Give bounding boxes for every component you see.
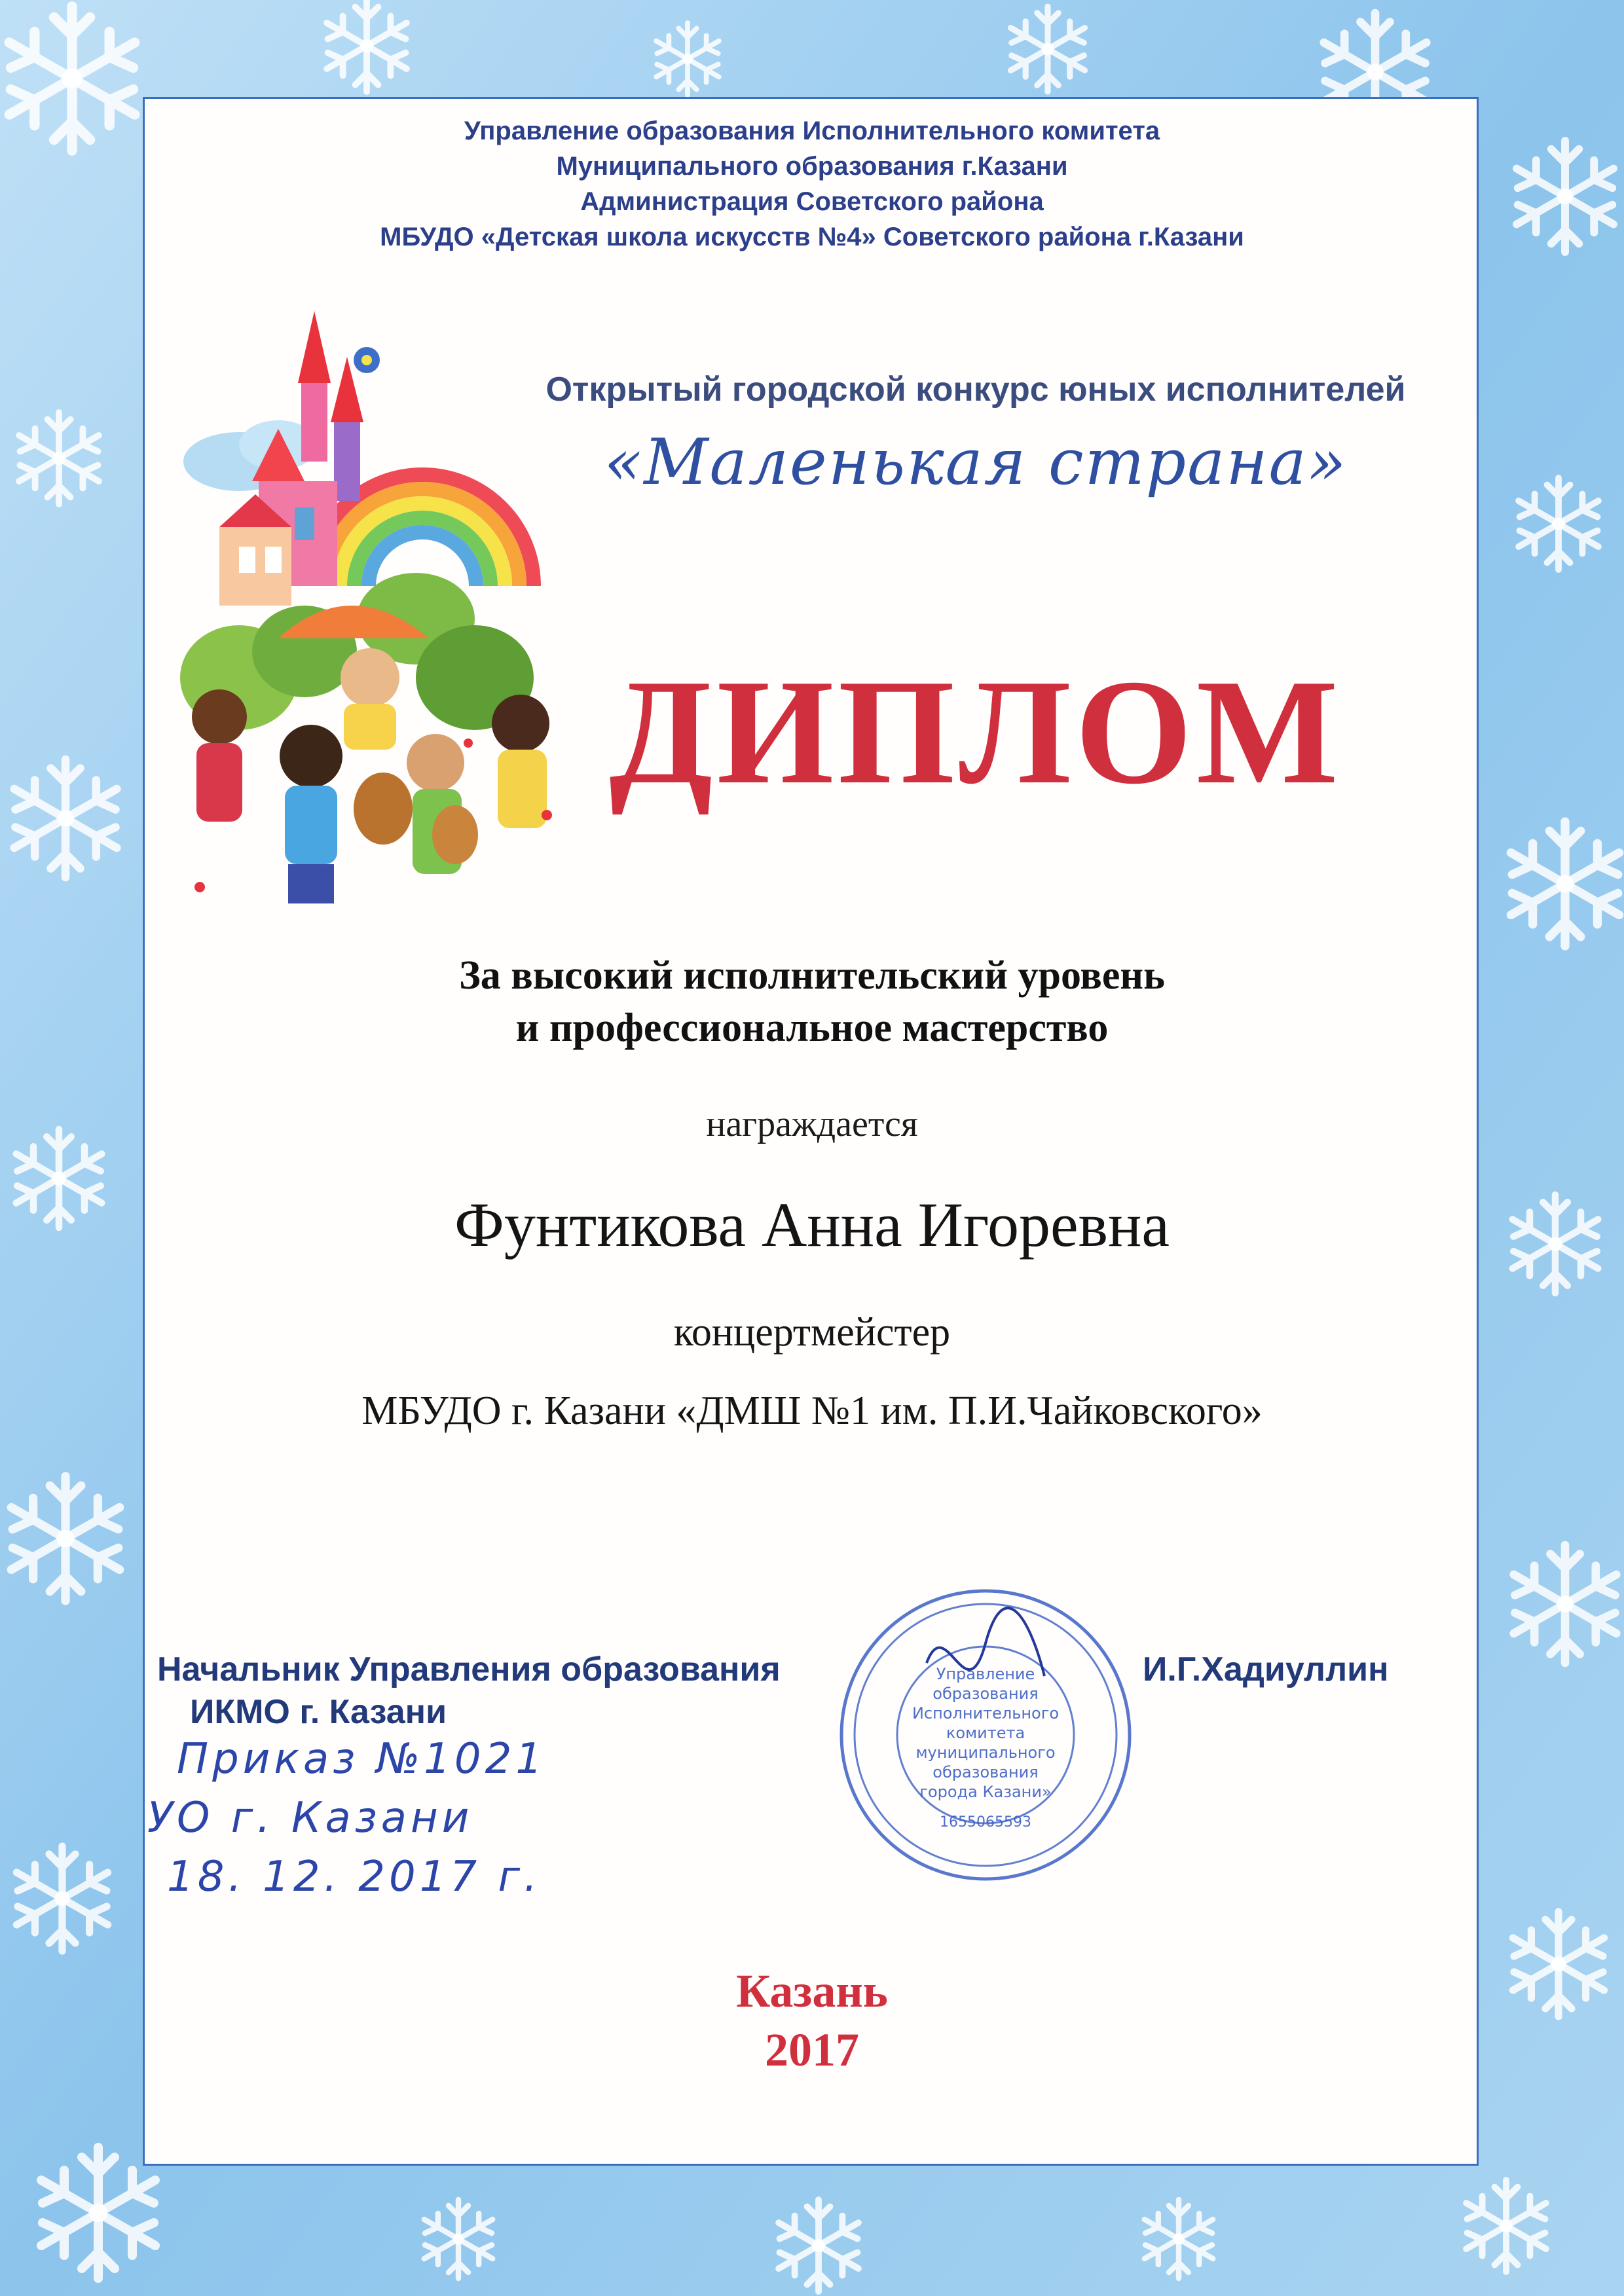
stamp-text-7: города Казани» <box>919 1783 1052 1801</box>
stamp-text-1: Управление <box>936 1665 1035 1683</box>
awarded-label: награждается <box>706 1104 918 1144</box>
contest-name: «Маленькая страна» <box>604 426 1348 499</box>
handwritten-order-line-3: 18. 12. 2017 г. <box>167 1853 542 1901</box>
stamp-text-5: муниципального <box>915 1743 1056 1762</box>
recipient-name: Фунтикова Анна Игоревна <box>454 1190 1170 1260</box>
org-line-4: МБУДО «Детская школа искусств №4» Советского района г.Казани <box>380 223 1244 251</box>
org-line-1: Управление образования Исполнительного комитета <box>464 117 1160 145</box>
handwritten-order-line-2: УО г. Казани <box>147 1794 473 1842</box>
official-stamp <box>835 1584 1136 1886</box>
recipient-position: концертмейстер <box>673 1310 951 1355</box>
handwritten-order-line-1: Приказ №1021 <box>177 1735 547 1783</box>
org-line-3: Администрация Советского района <box>580 187 1044 216</box>
signatory-title-line-2: ИКМО г. Казани <box>190 1693 447 1731</box>
signatory-title-line-1: Начальник Управления образования <box>157 1650 781 1688</box>
recipient-institution: МБУДО г. Казани «ДМШ №1 им. П.И.Чайковского» <box>361 1389 1263 1433</box>
footer-city: Казань <box>736 1965 888 2017</box>
diploma-title: ДИПЛОМ <box>609 648 1342 815</box>
contest-title: Открытый городской конкурс юных исполнителей <box>545 371 1406 409</box>
stamp-text-3: Исполнительного <box>912 1704 1060 1722</box>
award-reason-line-1: За высокий исполнительский уровень <box>459 953 1165 998</box>
stamp-text-6: образования <box>932 1763 1039 1781</box>
stamp-text-4: комитета <box>946 1724 1025 1742</box>
org-line-2: Муниципального образования г.Казани <box>556 152 1068 181</box>
stamp-text-2: образования <box>932 1685 1039 1703</box>
stamp-number: 1655065593 <box>940 1814 1031 1831</box>
award-reason-line-2: и профессиональное мастерство <box>515 1006 1109 1050</box>
footer-year: 2017 <box>765 2024 859 2076</box>
signatory-name: И.Г.Хадиуллин <box>1143 1650 1389 1688</box>
